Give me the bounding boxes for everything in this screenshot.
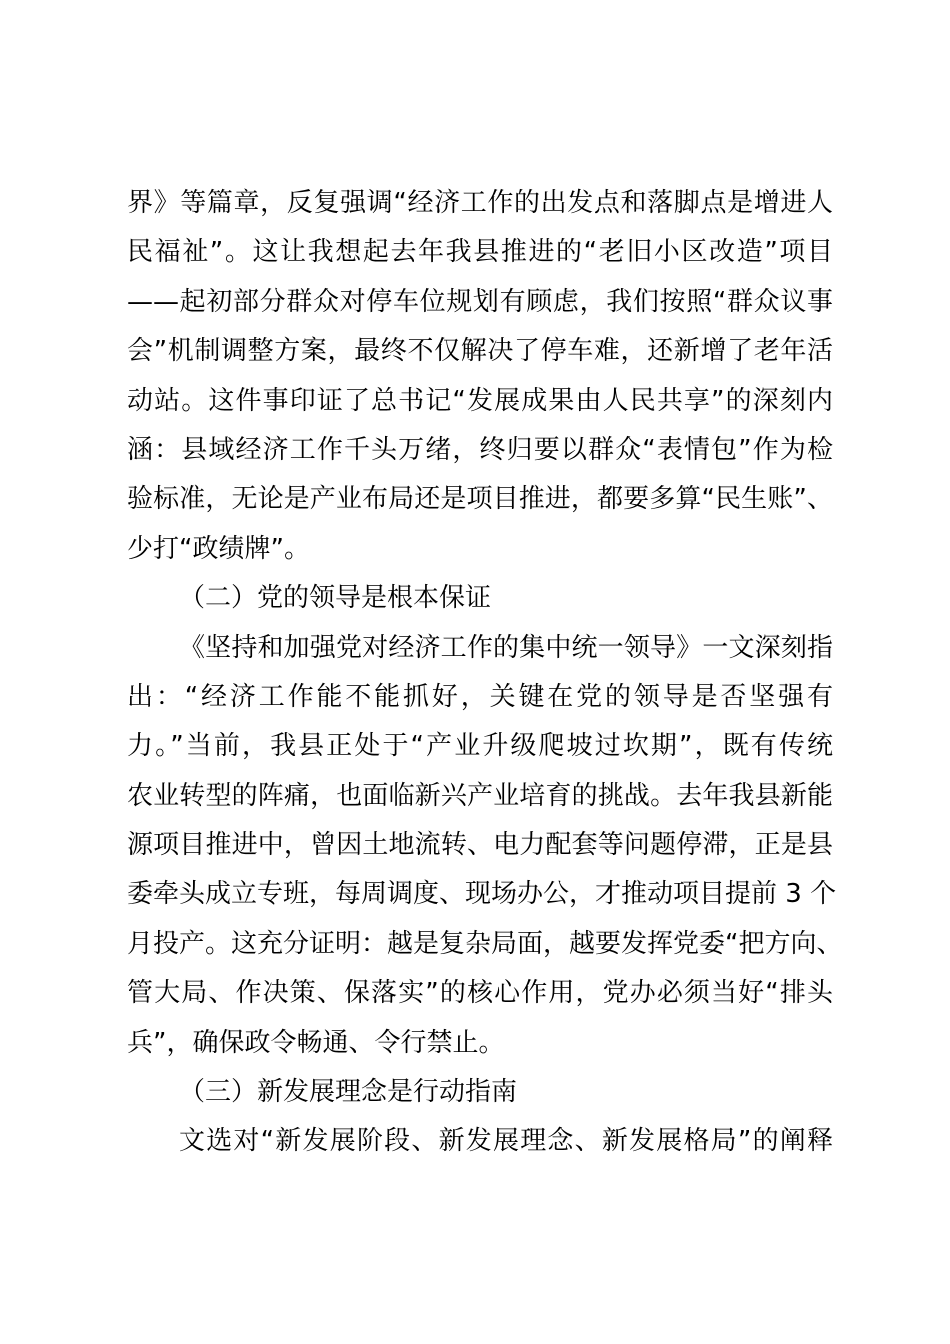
paragraph-line: 会”机制调整方案，最终不仅解决了停车难，还新增了老年活 xyxy=(127,336,833,367)
paragraph-line: 动站。这件事印证了总书记“发展成果由人民共享”的深刻内 xyxy=(127,385,833,416)
paragraph-line: 少打“政绩牌”。 xyxy=(127,533,310,564)
paragraph-line: 月投产。这充分证明：越是复杂局面，越要发挥党委“把方向、 xyxy=(127,928,843,959)
section-heading: （三）新发展理念是行动指南 xyxy=(179,1077,518,1108)
paragraph-line: 民福祉”。这让我想起去年我县推进的“老旧小区改造”项目 xyxy=(127,237,833,268)
paragraph-line: 出：“经济工作能不能抓好，关键在党的领导是否坚强有 xyxy=(127,681,833,712)
paragraph-line: 力。”当前，我县正处于“产业升级爬坡过坎期”，既有传统 xyxy=(127,731,833,762)
paragraph-line: 涵：县域经济工作千头万绪，终归要以群众“表情包”作为检 xyxy=(127,434,833,465)
paragraph-line: 文选对“新发展阶段、新发展理念、新发展格局”的阐释 xyxy=(179,1126,833,1157)
paragraph-line: ——起初部分群众对停车位规划有顾虑，我们按照“群众议事 xyxy=(127,286,833,317)
body-text xyxy=(127,179,843,1167)
paragraph-line: 委牵头成立专班，每周调度、现场办公，才推动项目提前 3 个 xyxy=(127,879,837,910)
paragraph-line: 界》等篇章，反复强调“经济工作的出发点和落脚点是增进人 xyxy=(127,188,833,218)
paragraph-line: 兵”，确保政令畅通、令行禁止。 xyxy=(127,1027,505,1058)
paragraph-line: 农业转型的阵痛，也面临新兴产业培育的挑战。去年我县新能 xyxy=(127,780,833,811)
paragraph-line: 管大局、作决策、保落实”的核心作用，党办必须当好“排头 xyxy=(127,978,833,1009)
paragraph-line: 源项目推进中，曾因土地流转、电力配套等问题停滞，正是县 xyxy=(127,830,833,861)
paragraph-line: 《坚持和加强党对经济工作的集中统一领导》一文深刻指 xyxy=(179,632,833,663)
section-heading: （二）党的领导是根本保证 xyxy=(179,583,492,614)
paragraph-line: 验标准，无论是产业布局还是项目推进，都要多算“民生账”、 xyxy=(127,484,833,515)
